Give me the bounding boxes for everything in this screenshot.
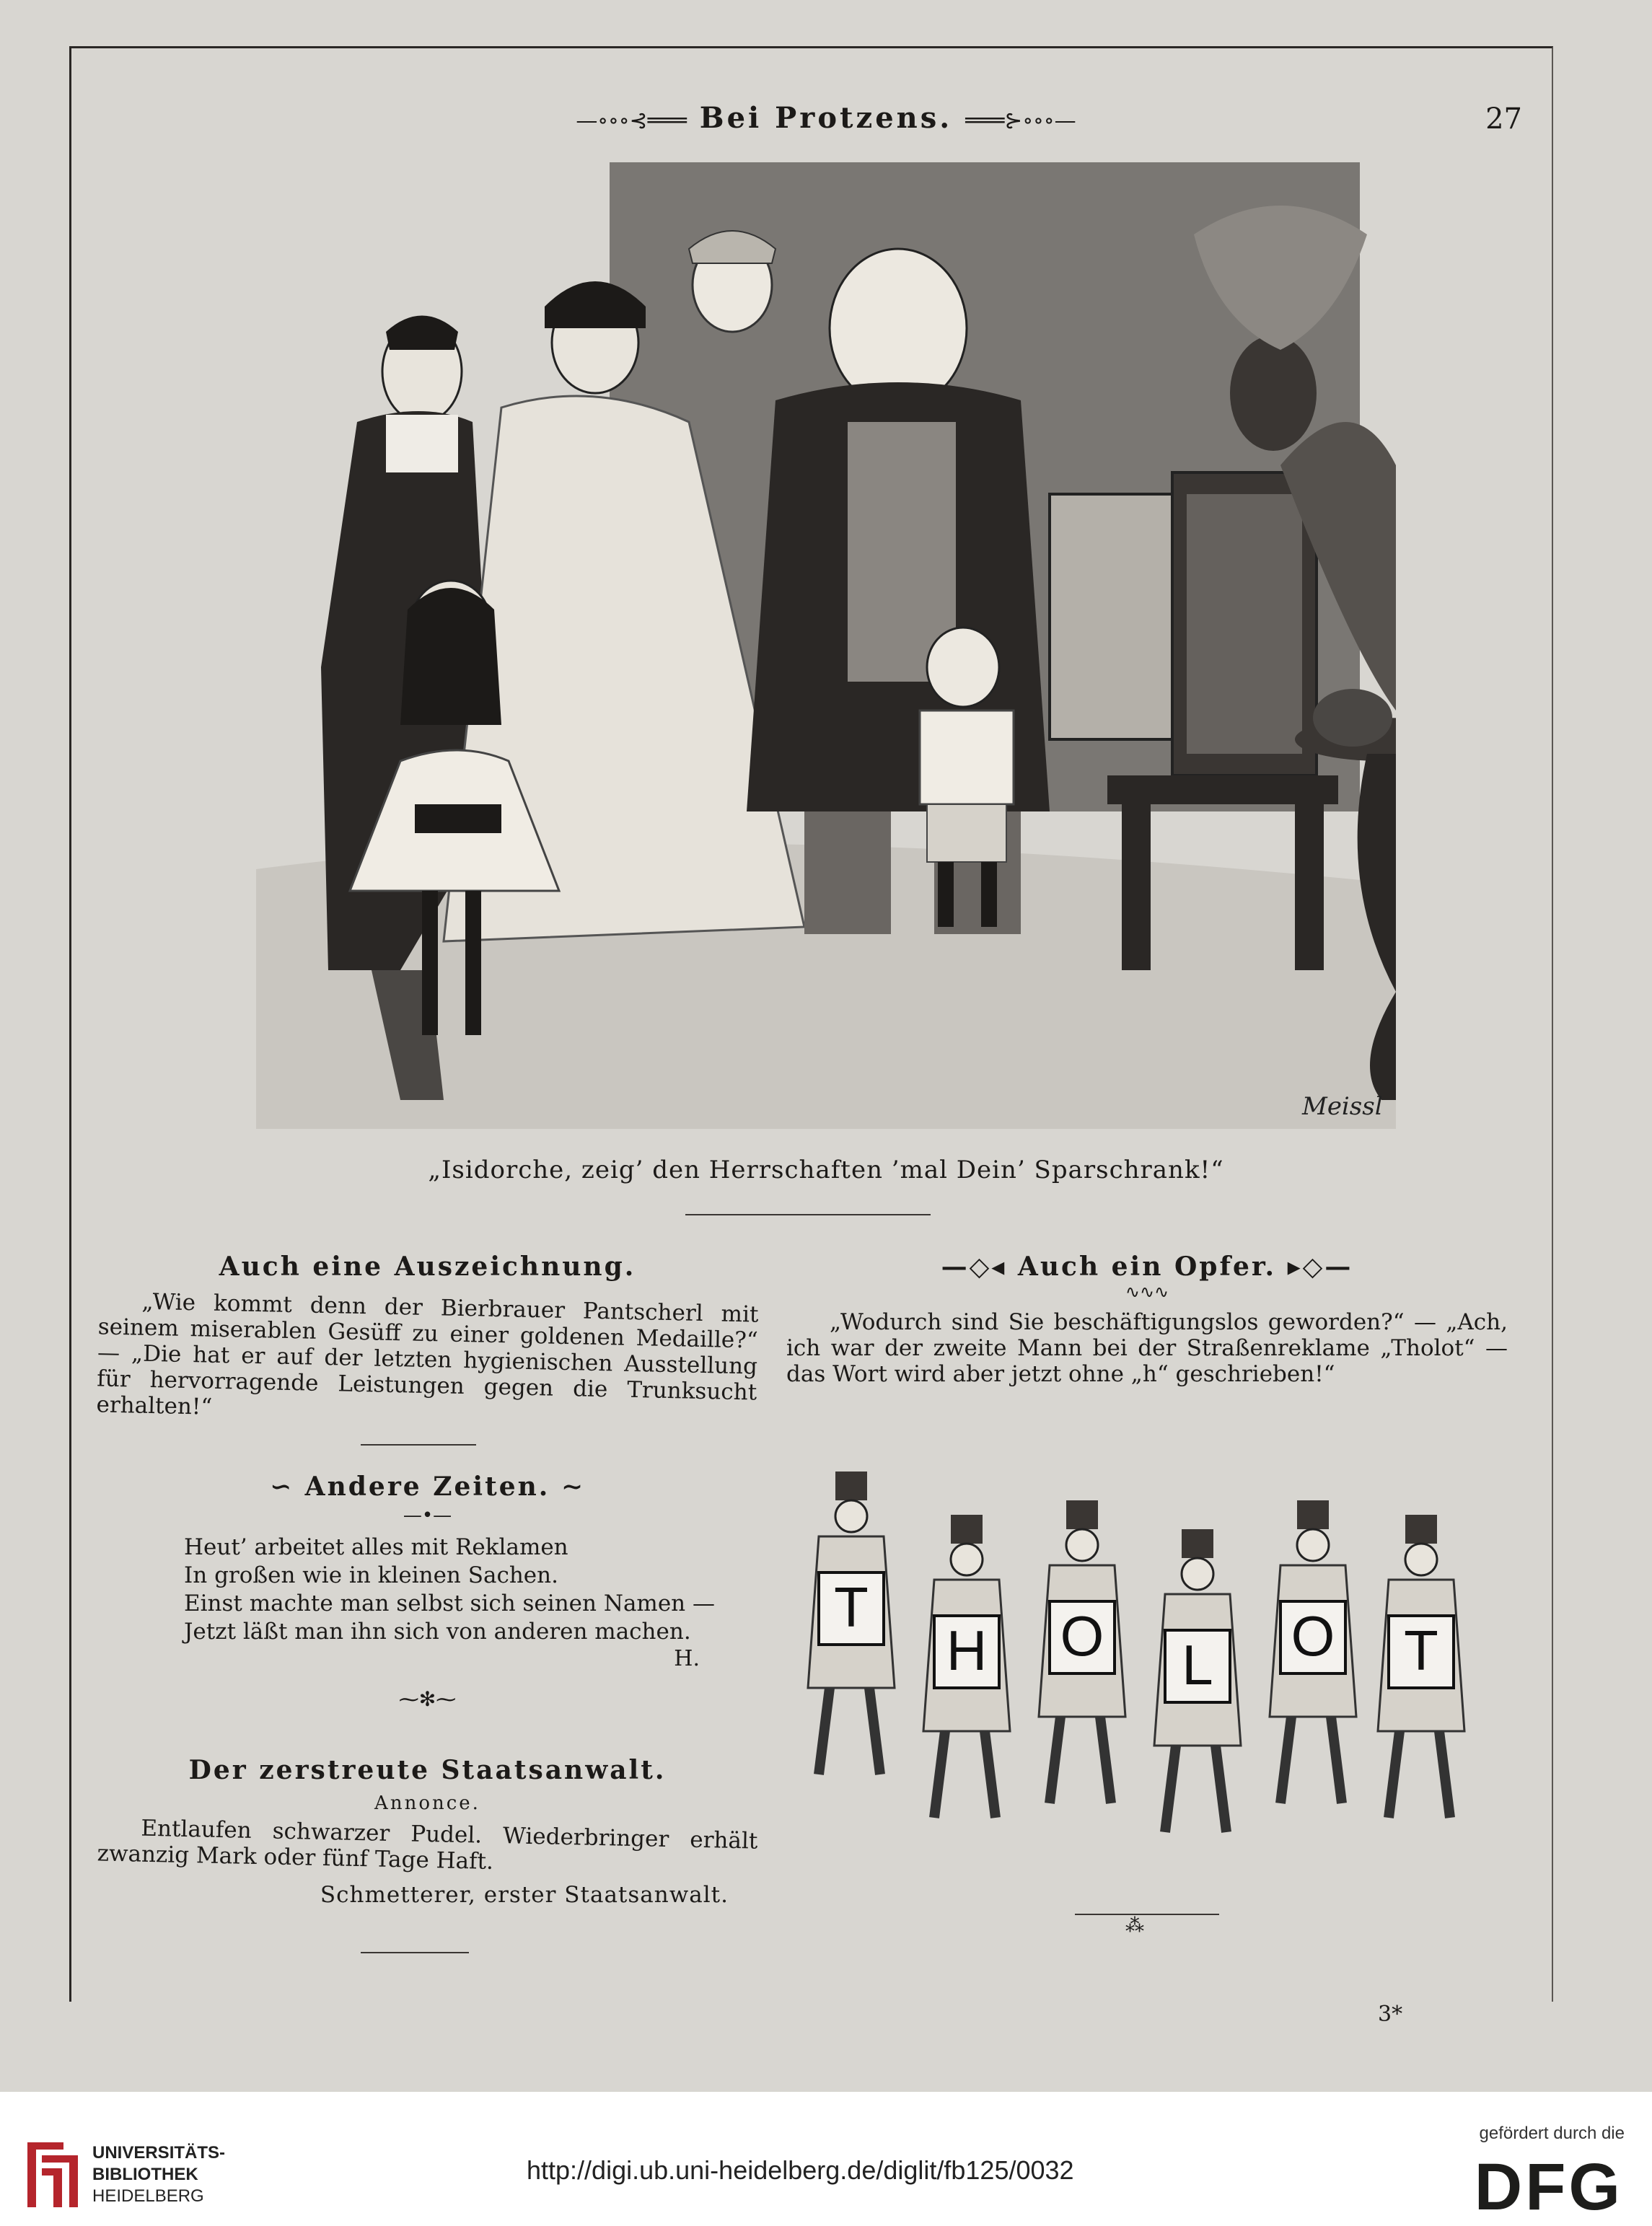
library-line-2: BIBLIOTHEK (92, 2165, 198, 2184)
ornament-left: —◇◂ (941, 1251, 1007, 1282)
head (1297, 1529, 1329, 1561)
digital-library-footer (0, 2092, 1652, 2226)
sign-letter: H (946, 1619, 988, 1682)
header-ornament-right: ═══⊱∘∘∘— (965, 108, 1076, 133)
top-hat (835, 1471, 867, 1500)
head (835, 1500, 867, 1532)
poem-author: H. (674, 1646, 700, 1671)
sign-letter: O (1291, 1604, 1335, 1668)
sign-carrier (1270, 1500, 1356, 1803)
section-title: Der zerstreute Staatsanwalt. (188, 1755, 667, 1785)
sign-carrier (1378, 1515, 1464, 1818)
figure-lady-background (689, 231, 776, 332)
section-title: Auch eine Auszeichnung. (219, 1251, 636, 1282)
section-title-text: Andere Zeiten. (304, 1471, 550, 1502)
section-text: Entlaufen schwarzer Pudel. Wiederbringer erhält zwanzig Mark oder fünf Tage Haft. (97, 1815, 758, 1875)
section-divider (361, 1952, 469, 1953)
section-title (97, 1471, 757, 1502)
sign-letter: T (1404, 1619, 1438, 1682)
illustration-rule (1075, 1914, 1219, 1915)
funded-by-label: gefördert durch die (1479, 2124, 1625, 2143)
small-ornament: —•— (403, 1505, 452, 1526)
legs (934, 1731, 996, 1818)
caption-rule (685, 1214, 931, 1215)
head (1182, 1558, 1213, 1590)
legs (1280, 1717, 1342, 1803)
section-andere-zeiten (97, 1471, 757, 1711)
page-header (0, 101, 1652, 135)
sign-letter: O (1060, 1604, 1104, 1668)
section-subtitle: Annonce. (374, 1792, 480, 1814)
top-hat (951, 1515, 983, 1544)
section-text: „Wie kommt denn der Bierbrauer Pantscherl mit seinem miserablen Gesüff zu einer goldenen Medaille?“ — „Die hat er auf der letzten hygienischen Ausstellung für hervorragende Leistungen gegen die Trunksucht erhalten!“ (96, 1288, 759, 1420)
library-line-1: UNIVERSITÄTS- (92, 2143, 226, 2163)
ornament-right: ▸◇— (1287, 1251, 1353, 1282)
ornament-right: ∼ (561, 1471, 586, 1502)
dfg-logo: DFG (1474, 2150, 1623, 2224)
library-logo-icon (20, 2135, 85, 2214)
section-auszeichnung (97, 1251, 757, 1425)
sign-carrier (1039, 1500, 1125, 1803)
header-ornament-left: —∘∘∘⊰═══ (576, 108, 687, 133)
section-divider (361, 1444, 476, 1446)
sign-letter: L (1182, 1633, 1213, 1697)
head (1405, 1544, 1437, 1575)
decorative-ornament: ⁓✻⁓ (398, 1687, 457, 1711)
sign-carrier (1154, 1529, 1241, 1832)
illustration-caption: „Isidorche, zeig’ den Herrschaften ’mal Dein’ Sparschrank!“ (428, 1156, 1224, 1184)
ornament-left: ∽ (269, 1471, 294, 1502)
head (1066, 1529, 1098, 1561)
legs (1389, 1731, 1450, 1818)
poem-line-4: Jetzt läßt man ihn sich von anderen machen. (184, 1619, 691, 1645)
section-staatsanwalt (97, 1755, 757, 1908)
page-number: 27 (1485, 102, 1522, 136)
top-hat (1297, 1500, 1329, 1529)
page-title: Bei Protzens. (699, 101, 953, 135)
section-title-text: Auch ein Opfer. (1017, 1251, 1277, 1282)
sign-carrier (923, 1515, 1010, 1818)
section-signature: Schmetterer, erster Staatsanwalt. (320, 1882, 729, 1908)
library-name (92, 2142, 225, 2207)
section-text: „Wodurch sind Sie beschäftigungslos geworden?“ — „Ach, ich war der zweite Mann bei der Straßenreklame „Tholot“ — das Wort wird aber jetzt ohne „h“ geschrieben!“ (786, 1309, 1508, 1387)
legs (819, 1688, 880, 1774)
tholot-illustration (801, 1428, 1493, 1861)
top-hat (1182, 1529, 1213, 1558)
library-line-3: HEIDELBERG (92, 2186, 204, 2206)
source-url[interactable]: http://digi.ub.uni-heidelberg.de/diglit/fb125/0032 (527, 2155, 1074, 2185)
signature-mark: 3* (1378, 2002, 1403, 2027)
poem-line-1: Heut’ arbeitet alles mit Reklamen (184, 1534, 568, 1560)
top-hat (1405, 1515, 1437, 1544)
sunburst-ornament: ⁂ (1125, 1915, 1144, 1937)
sign-letter: T (834, 1575, 869, 1639)
head (951, 1544, 983, 1575)
section-opfer (786, 1251, 1508, 1387)
legs (1050, 1717, 1111, 1803)
small-ornament: ∿∿∿ (1125, 1282, 1169, 1302)
poem-line-2: In großen wie in kleinen Sachen. (184, 1562, 558, 1588)
main-illustration (256, 162, 1396, 1129)
legs (1165, 1746, 1226, 1832)
section-title (786, 1251, 1508, 1282)
poem-line-3: Einst machte man selbst sich seinen Namen — (184, 1591, 715, 1616)
sign-carrier (808, 1471, 895, 1774)
artist-signature: Meissl (1302, 1092, 1383, 1121)
top-hat (1066, 1500, 1098, 1529)
